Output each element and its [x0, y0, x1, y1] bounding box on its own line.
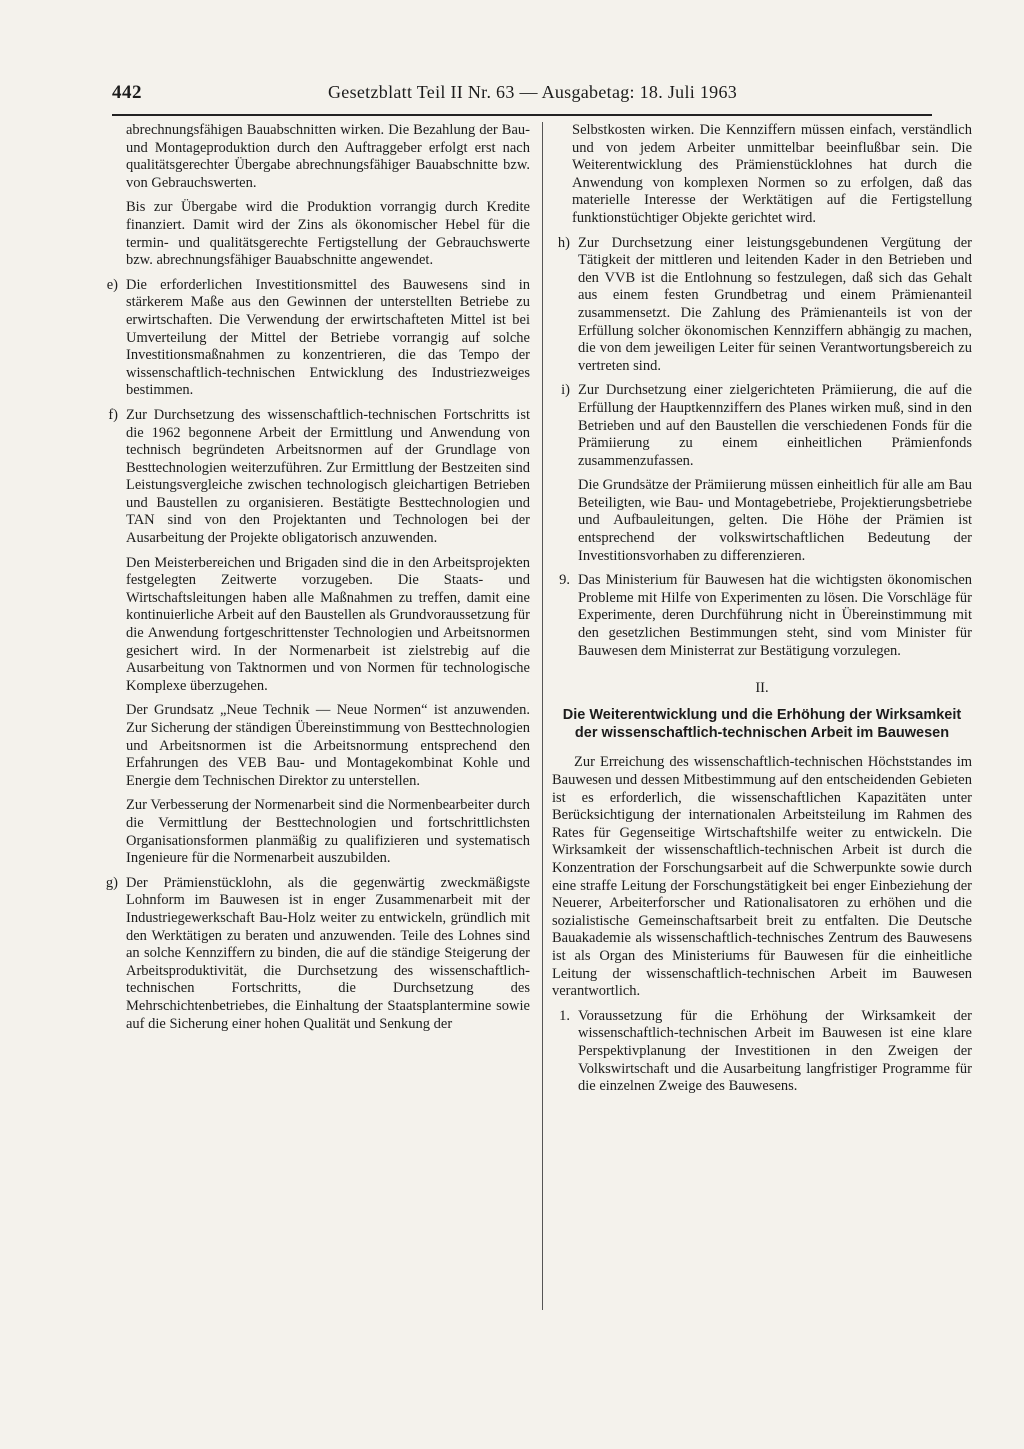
paragraph: Zur Durchsetzung einer zielgerichteten Prämiierung, die auf die Erfüllung der Hauptkennziffern des Planes wirken muß, sind in den Betrieben und auf den Baustellen die verschiedenen Fonds für die Prämiierung zu einem einheitlichen Prämienfonds zusammenzufassen. — [578, 382, 972, 469]
list-marker: g) — [105, 874, 118, 891]
page-number: 442 — [112, 82, 142, 103]
column-divider — [542, 122, 543, 1310]
page-header — [112, 80, 932, 116]
header-title: Gesetzblatt Teil II Nr. 63 — Ausgabetag: 18. Juli 1963 — [328, 82, 738, 102]
list-marker: f) — [108, 406, 118, 423]
paragraph: Der Prämienstücklohn, als die gegenwärtig zweckmäßigste Lohnform im Bauwesen ist in enger Zusammenarbeit mit der Industriegewerkschaft Bau-Holz weiter zu entwickeln, gründlich mit den Werktätigen zu beraten und anzuwenden. Teile des Lohnes sind an solche Kennziffern zu binden, die auf die ständige Steigerung der Arbeitsproduktivität, die Durchsetzung des wissenschaftlich-technischen Fortschritts, die Durchsetzung des Mehrschichtenbetriebes, die Einhaltung der Staatsplantermine sowie auf die Sicherung einer hohen Qualität und Senkung der — [126, 874, 530, 1032]
list-marker: h) — [557, 234, 570, 251]
section-heading: Die Weiterentwicklung und die Erhöhung der Wirksamkeit der wissenschaftlich-technischen Arbeit im Bauwesen — [562, 707, 962, 741]
paragraph: Zur Durchsetzung des wissenschaftlich-technischen Fortschritts ist die 1962 begonnene Arbeit der Ermittlung und Anwendung von technisch begründeten Arbeitsnormen auf der Grundlage von Besttechnologien weiterzuführen. Zur Ermittlung der Bestzeiten sind Leistungsvergleiche zwischen technologisch gleichartigen Betrieben und Baustellen zu organisieren. Bestätigte Besttechnologien und TAN sind von den Projektanten und Technologen bei der Ausarbeitung der Projekte obligatorisch anzuwenden. — [126, 406, 530, 547]
list-item-g — [92, 875, 530, 1033]
paragraph: abrechnungsfähigen Bauabschnitten wirken. Die Bezahlung der Bau- und Montageproduktion durch den Auftraggeber erfolgt erst nach qualitätsgerechter Übergabe abrechnungsfähiger Bauabschnitte bzw. von Gebrauchswerten. — [126, 122, 530, 191]
paragraph: Zur Verbesserung der Normenarbeit sind die Normenbearbeiter durch die Vermittlung der Besttechnologien und fortschrittlichsten Organisationsformen planmäßig zu qualifizieren und systematisch Ingenieure für die Normenarbeit auszubilden. — [126, 797, 530, 867]
paragraph: Zur Erreichung des wissenschaftlich-technischen Höchststandes im Bauwesen und dessen Mitbestimmung auf den entscheidenden Gebieten ist es erforderlich, die wissenschaftlichen Kapazitäten unter Berücksichtigung der internationalen Arbeitsteilung im Rahmen des Rates für Gegenseitige Wirtschaftshilfe weiter zu entwickeln. Die Wirksamkeit der wissenschaftlich-technischen Arbeit ist durch die Konzentration der Forschungsarbeit auf die Schwerpunkte sowie durch eine straffe Leitung der Forschungstätigkeit bei enger Einbeziehung der Neuerer, Arbeiterforscher und Rationalisatoren zu erhöhen und die sozialistische Gemeinschaftsarbeit breit zu entfalten. Die Deutsche Bauakademie als wissenschaftlich-technisches Zentrum des Bauwesens ist als Organ des Ministeriums für Bauwesen für die einheitliche Leitung der wissenschaftlich-technischen Arbeit im Bauwesen verantwortlich. — [552, 754, 972, 1000]
paragraph: Der Grundsatz „Neue Technik — Neue Normen“ ist anzuwenden. Zur Sicherung der ständigen Übereinstimmung von Besttechnologien und Arbeitsnormen ist die Arbeitsnormung entsprechend den Erfahrungen des VEB Bau- und Montagekombinat Kohle und Energie dem Technischen Direktor zu unterstellen. — [126, 702, 530, 789]
list-item-f — [92, 407, 530, 868]
left-column — [105, 122, 530, 1040]
paragraph: Voraussetzung für die Erhöhung der Wirksamkeit der wissenschaftlich-technischen Arbeit im Bauwesen ist eine klare Perspektivplanung der Investitionen in den Zweigen der Volkswirtschaft und die Ausarbeitung langfristiger Programme für die einzelnen Zweige des Bauwesens. — [578, 1007, 972, 1095]
list-marker: i) — [561, 382, 570, 399]
section-number: II. — [755, 680, 769, 697]
intro-block — [126, 122, 530, 270]
list-item-9 — [552, 572, 972, 660]
paragraph: Die Grundsätze der Prämiierung müssen einheitlich für alle am Bau Beteiligten, wie Bau- und Montagebetriebe, Projektierungsbetriebe und Aufbauleitungen, gelten. Die Höhe der Prämien ist entsprechend der volkswirtschaftlichen Bedeutung der Investitionsvorhaben zu differenzieren. — [578, 477, 972, 564]
list-item-e — [92, 277, 530, 400]
list-marker: 1. — [559, 1007, 570, 1024]
paragraph: Zur Durchsetzung einer leistungsgebundenen Vergütung der Tätigkeit der mittleren und leitenden Kader in den Betrieben und den VVB ist die Entlohnung so festzulegen, daß sich das Gehalt aus einem festen Grundbetrag und einem Prämienanteil zusammensetzt. Die Zahlung des Prämienanteils ist von der Erfüllung solcher ökonomischen Kennziffern abhängig zu machen, die von dem jeweiligen Leiter für seinen Verantwortungsbereich zu vertreten sind. — [578, 234, 972, 374]
paragraph: Die erforderlichen Investitionsmittel des Bauwesens sind in stärkerem Maße aus den Gewinnen der unterstellten Betriebe zu erwirtschaften. Die Verwendung der erwirtschafteten Mittel ist bei Umverteilung der Mittel der Betriebe vorrangig auf solche Investitionsmaßnahmen zu konzentrieren, die das Tempo der wissenschaftlich-technischen Entwicklung des Industriezweiges bestimmen. — [126, 276, 530, 399]
paragraph: Selbstkosten wirken. Die Kennziffern müssen einfach, verständlich und von jedem Arbeiter unmittelbar beeinflußbar sein. Die Weiterentwicklung des Prämienstücklohnes hat durch die Anwendung von komplexen Normen so zu erfolgen, daß das materielle Interesse der Werktätigen auf die Fertigstellung funktionstüchtiger Objekte gerichtet wird. — [572, 122, 972, 226]
paragraph: Das Ministerium für Bauwesen hat die wichtigsten ökonomischen Probleme mit Hilfe von Experimenten zu lösen. Die Vorschläge für Experimente, deren Durchführung nicht in Übereinstimmung mit den gesetzlichen Bestimmungen steht, sind vom Minister für Bauwesen dem Ministerrat zur Bestätigung vorzulegen. — [578, 572, 972, 659]
list-marker: e) — [106, 276, 118, 293]
paragraph: Bis zur Übergabe wird die Produktion vorrangig durch Kredite finanziert. Damit wird der Zins als ökonomischer Hebel für die termin- und qualitätsgerechte Fertigstellung der Gebrauchswerte bzw. abrechnungsfähiger Bauabschnitte angewendet. — [126, 199, 530, 269]
right-column — [552, 122, 972, 1103]
section-body — [552, 754, 972, 1000]
list-item-1 — [552, 1008, 972, 1096]
list-marker: 9. — [559, 572, 570, 589]
list-item-h — [552, 235, 972, 376]
continuation-block — [552, 122, 972, 228]
paragraph: Den Meisterbereichen und Brigaden sind die in den Arbeitsprojekten festgelegten Zeitwerte vorzugeben. Die Staats- und Wirtschaftsleitungen haben alle Maßnahmen zu treffen, damit eine kontinuierliche Arbeit auf den Baustellen als Grundvoraussetzung für die Anwendung fortgeschrittenster Technologien und Arbeitsnormen gesichert wird. In der Normenarbeit ist zielstrebig auf die Ausarbeitung von Taktnormen und von Normen für technologische Komplexe überzugehen. — [126, 554, 530, 694]
list-item-i — [552, 382, 972, 565]
